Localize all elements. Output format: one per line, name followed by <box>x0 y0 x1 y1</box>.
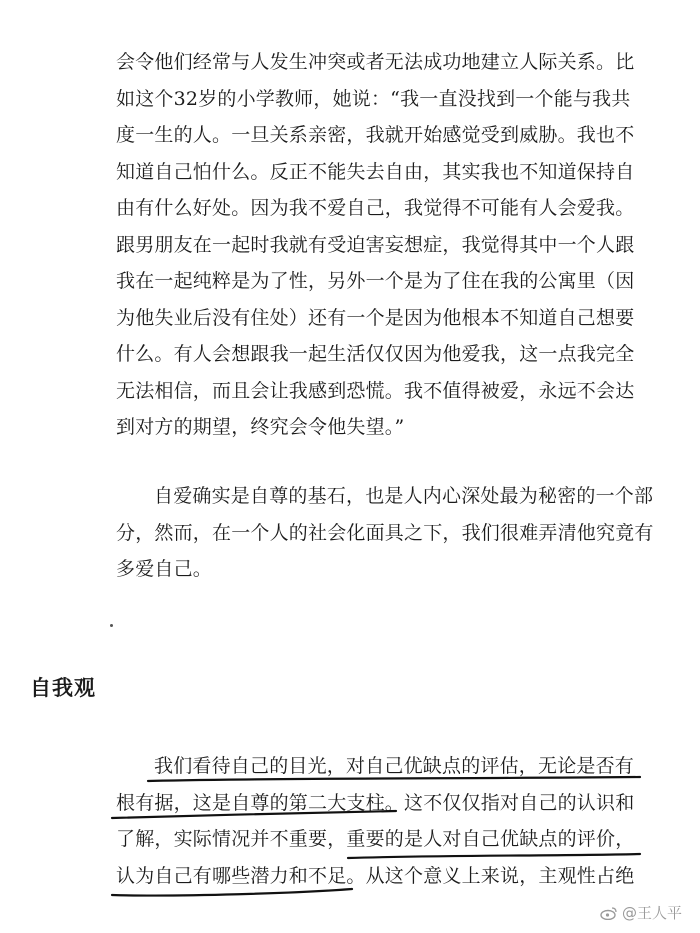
text-line: 了解，实际情况并不重要，重要的是人对自己优缺点的评价， <box>116 828 635 850</box>
text-line: 自爱确实是自尊的基石，也是人内心深处最为秘密的一个部 <box>154 485 654 507</box>
body-paragraph-3 <box>116 748 646 894</box>
watermark <box>600 902 682 923</box>
body-paragraph-2 <box>116 478 654 588</box>
text-line: 多爱自己。 <box>116 558 213 580</box>
text-line: 什么。有人会想跟我一起生活仅仅因为他爱我，这一点我完全 <box>116 343 635 365</box>
body-paragraph-1 <box>116 44 646 446</box>
text-line: 我在一起纯粹是为了性，另外一个是为了住在我的公寓里（因 <box>116 270 635 292</box>
text-line: 知道自己怕什么。反正不能失去自由，其实我也不知道保持自 <box>116 160 635 183</box>
text-line: 分，然而，在一个人的社会化面具之下，我们很难弄清他究竟有 <box>116 521 654 544</box>
section-heading: 自我观 <box>30 676 96 700</box>
text-line: 无法相信，而且会让我感到恐慌。我不值得被爱，永远不会达 <box>116 379 635 402</box>
watermark-text: @王人平 <box>621 904 682 922</box>
weibo-icon <box>600 906 618 920</box>
text-line: 我们看待自己的目光，对自己优缺点的评估，无论是否有 <box>154 755 635 777</box>
text-line: 由有什么好处。因为我不爱自己，我觉得不可能有人会爱我。 <box>116 197 635 219</box>
text-line: 会令他们经常与人发生冲突或者无法成功地建立人际关系。比 <box>116 51 635 73</box>
stray-dot-mark <box>110 624 113 627</box>
text-line: 跟男朋友在一起时我就有受迫害妄想症，我觉得其中一个人跟 <box>116 233 635 256</box>
text-line: 根有据，这是自尊的第二大支柱。这不仅仅指对自己的认识和 <box>116 791 635 814</box>
text-line: 到对方的期望，终究会令他失望。” <box>116 416 405 438</box>
text-line: 认为自己有哪些潜力和不足。从这个意义上来说，主观性占绝 <box>116 864 635 887</box>
text-line: 为他失业后没有住处）还有一个是因为他根本不知道自己想要 <box>116 306 635 329</box>
text-line: 度一生的人。一旦关系亲密，我就开始感觉受到威胁。我也不 <box>116 124 635 146</box>
text-line: 如这个32岁的小学教师，她说：“我一直没找到一个能与我共 <box>116 87 631 110</box>
